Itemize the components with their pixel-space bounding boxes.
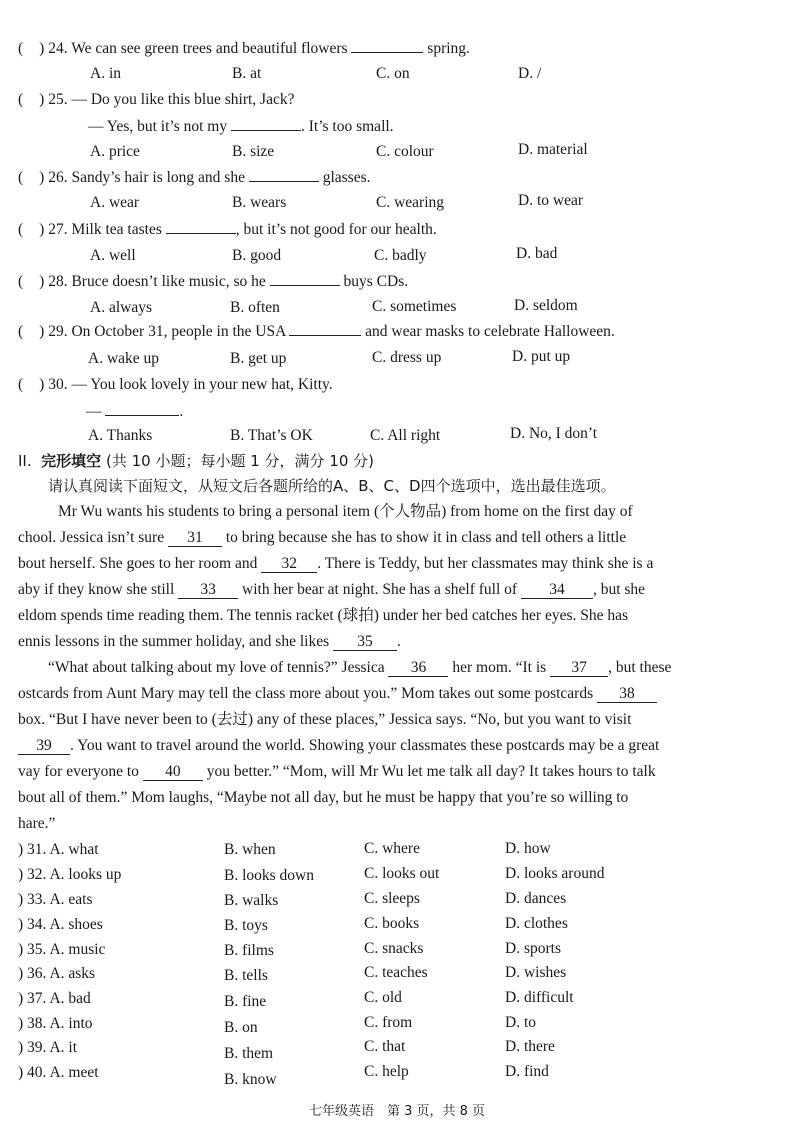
option-d: D. there (505, 1038, 555, 1055)
option-c: C. All right (370, 427, 441, 444)
option-b: B. wears (232, 194, 287, 211)
option-d: D. to wear (518, 192, 583, 209)
option-d: D. dances (505, 890, 567, 907)
option-row-32: ) 32. A. looks up (18, 866, 122, 883)
option-row-33: ) 33. A. eats (18, 891, 93, 908)
question-25-line2: — Yes, but it’s not my . It’s too small. (88, 118, 394, 135)
option-d: D. to (505, 1014, 536, 1031)
option-d: D. clothes (505, 915, 568, 932)
option-d: D. find (505, 1063, 549, 1080)
option-b: B. get up (230, 350, 287, 367)
option-row-36: ) 36. A. asks (18, 965, 96, 982)
passage-line: eldom spends time reading them. The tennis racket (球拍) under her bed catches her eyes. She has (18, 607, 629, 624)
option-c: C. teaches (364, 964, 428, 981)
option-d: D. difficult (505, 989, 574, 1006)
option-b: B. toys (224, 917, 268, 934)
option-c: C. looks out (364, 865, 440, 882)
option-c: C. wearing (376, 194, 445, 211)
option-b: B. looks down (224, 867, 314, 884)
option-d: D. No, I don’t (510, 425, 598, 442)
option-c: C. from (364, 1014, 413, 1031)
option-c: C. snacks (364, 940, 424, 957)
passage-line: hare.” (18, 815, 56, 832)
option-a: A. always (90, 299, 152, 316)
question-30-line2: — . (86, 403, 184, 420)
option-b: B. tells (224, 967, 268, 984)
option-d: D. how (505, 840, 551, 857)
option-c: C. colour (376, 143, 434, 160)
option-d: D. bad (516, 245, 558, 262)
option-d: D. sports (505, 940, 561, 957)
option-c: C. books (364, 915, 420, 932)
section-heading: II. 完形填空 (共 10 小题；每小题 1 分，满分 10 分) (18, 452, 374, 470)
option-d: D. looks around (505, 865, 605, 882)
option-b: B. size (232, 143, 275, 160)
option-row-31: ) 31. A. what (18, 841, 99, 858)
option-b: B. That’s OK (230, 427, 313, 444)
passage-line: chool. Jessica isn’t sure 31 to bring because she has to show it in class and tell others a little (18, 529, 627, 546)
passage-line: bout all of them.” Mom laughs, “Maybe not all day, but he must be happy that you’re so willing to (18, 789, 629, 806)
option-d: D. / (518, 65, 542, 82)
option-c: C. dress up (372, 349, 442, 366)
option-d: D. put up (512, 348, 571, 365)
option-b: B. films (224, 942, 274, 959)
option-b: B. on (224, 1019, 258, 1036)
answer-paren: ( ) 24. We can see green trees and beautiful flowers spring. (18, 40, 470, 57)
passage-line: ennis lessons in the summer holiday, and she likes 35 . (18, 633, 401, 650)
option-row-37: ) 37. A. bad (18, 990, 91, 1007)
passage-line: “What about talking about my love of tennis?” Jessica 36 her mom. “It is 37 , but these (48, 659, 672, 676)
option-b: B. them (224, 1045, 274, 1062)
option-b: B. know (224, 1071, 277, 1088)
option-row-35: ) 35. A. music (18, 941, 106, 958)
section-instruction: 请认真阅读下面短文，从短文后各题所给的A、B、C、D四个选项中，选出最佳选项。 (48, 477, 616, 495)
option-row-40: ) 40. A. meet (18, 1064, 99, 1081)
passage-line: aby if they know she still 33 with her bear at night. She has a shelf full of 34 , but she (18, 581, 646, 598)
option-b: B. walks (224, 892, 279, 909)
option-c: C. that (364, 1038, 406, 1055)
option-b: B. good (232, 247, 282, 264)
option-c: C. old (364, 989, 402, 1006)
option-d: D. wishes (505, 964, 567, 981)
option-a: A. price (90, 143, 140, 160)
passage-line: ostcards from Aunt Mary may tell the class more about you.” Mom takes out some postcards 38 (18, 684, 760, 704)
option-a: A. wake up (88, 350, 160, 367)
option-d: D. material (518, 141, 588, 158)
option-c: C. help (364, 1063, 409, 1080)
option-a: A. Thanks (88, 427, 153, 444)
passage-line: bout herself. She goes to her room and 32 . There is Teddy, but her classmates may think she is a (18, 555, 654, 572)
option-row-38: ) 38. A. into (18, 1015, 93, 1032)
passage-line: 39 . You want to travel around the world. Showing your classmates these postcards may be a great (18, 736, 760, 756)
option-d: D. seldom (514, 297, 578, 314)
option-b: B. when (224, 841, 276, 858)
option-a: A. wear (90, 194, 140, 211)
option-row-34: ) 34. A. shoes (18, 916, 103, 933)
passage-line: vay for everyone to 40 you better.” “Mom, will Mr Wu let me talk all day? It takes hours to talk (18, 763, 656, 780)
passage-line: Mr Wu wants his students to bring a personal item (个人物品) from home on the first day of (58, 503, 633, 520)
option-b: B. fine (224, 993, 267, 1010)
option-c: C. on (376, 65, 410, 82)
option-c: C. badly (374, 247, 427, 264)
option-b: B. at (232, 65, 262, 82)
page-footer: 七年级英语 第 3 页，共 8 页 (308, 1104, 486, 1119)
option-c: C. where (364, 840, 420, 857)
passage-line: box. “But I have never been to (去过) any of these places,” Jessica says. “No, but you want to visit (18, 711, 632, 728)
option-c: C. sleeps (364, 890, 420, 907)
option-b: B. often (230, 299, 280, 316)
option-a: A. well (90, 247, 136, 264)
option-c: C. sometimes (372, 298, 457, 315)
exam-page: ( ) 24. We can see green trees and beautiful flowers spring. A. in B. at C. on D. / ( ) 25. — Do you like this blue shirt, Jack? — Yes, but it’s not my . It’s too small. A. price B. size C. colour D. material ( ) 26. Sandy’s hair is long and she glasses. A. wear B. wears C. wearing D. to wear ( ) 27. Milk tea tastes , but it’s not good for our health. A. well B. good C. badly D. bad ( ) 28. Bruce doesn’t like music, so he buys CDs. A. always B. often C. sometimes D. seldom ( ) 29. On October 31, people in the USA and wear masks to celebrate Halloween. A. wake up B. get up C. dress up D. put up ( ) 30. — You look lovely in your new hat, Kitty. — . A. Thanks B. That’s OK C. All right D. No, I don’t II. 完形填空 (共 10 小题；每小题 1 分，满分 10 分) 请认真阅读下面短文，从短文后各题所给的A、B、C、D四个选项中，选出最佳选项。 Mr Wu wants his students to bring a personal item (个人物品) from home on the first day of chool. Jessica isn’t sure 31 to bring because she has to show it in class and tell others a little bout herself. She goes to her room and 32 . There is Teddy, but her classmates may think she is a aby if they know she still 33 with her bear at night. She has a shelf full of 34 , but she eldom spends time reading them. The tennis racket (球拍) under her bed catches her eyes. She has ennis lessons in the summer holiday, and she likes 35 . “What about talking about my love of tennis?” Jessica 36 her mom. “It is 37 , but these ostcards from Aunt Mary may tell the class more about you.” Mom takes out some postcards 38 box. “But I have never been to (去过) any of these places,” Jessica says. “No, but you want to visit 39 . You want to travel around the world. Showing your classmates these postcards may be a great vay for everyone to 40 you better.” “Mom, will Mr Wu let me talk all day? It takes hours to talk bout all of them.” Mom laughs, “Maybe not all day, but he must be happy that you’re so willing to hare.” ) 31. A. what B. when C. where D. how ) 32. A. looks up B. looks down C. looks out D. looks around ) 33. A. eats B. walks C. sleeps D. dances ) 34. A. shoes B. toys C. books D. clothes ) 35. A. music B. films C. snacks D. sports ) 36. A. asks B. tells C. teaches D. wishes ) 37. A. bad B. fine C. old D. difficult ) 38. A. into B. on C. from D. to ) 39. A. it B. them C. that D. there ) 40. A. meet B. know C. help D. find 七年级英语 第 3 页，共 8 页 (0, 0, 794, 1124)
option-a: A. in (90, 65, 121, 82)
option-row-39: ) 39. A. it (18, 1039, 78, 1056)
